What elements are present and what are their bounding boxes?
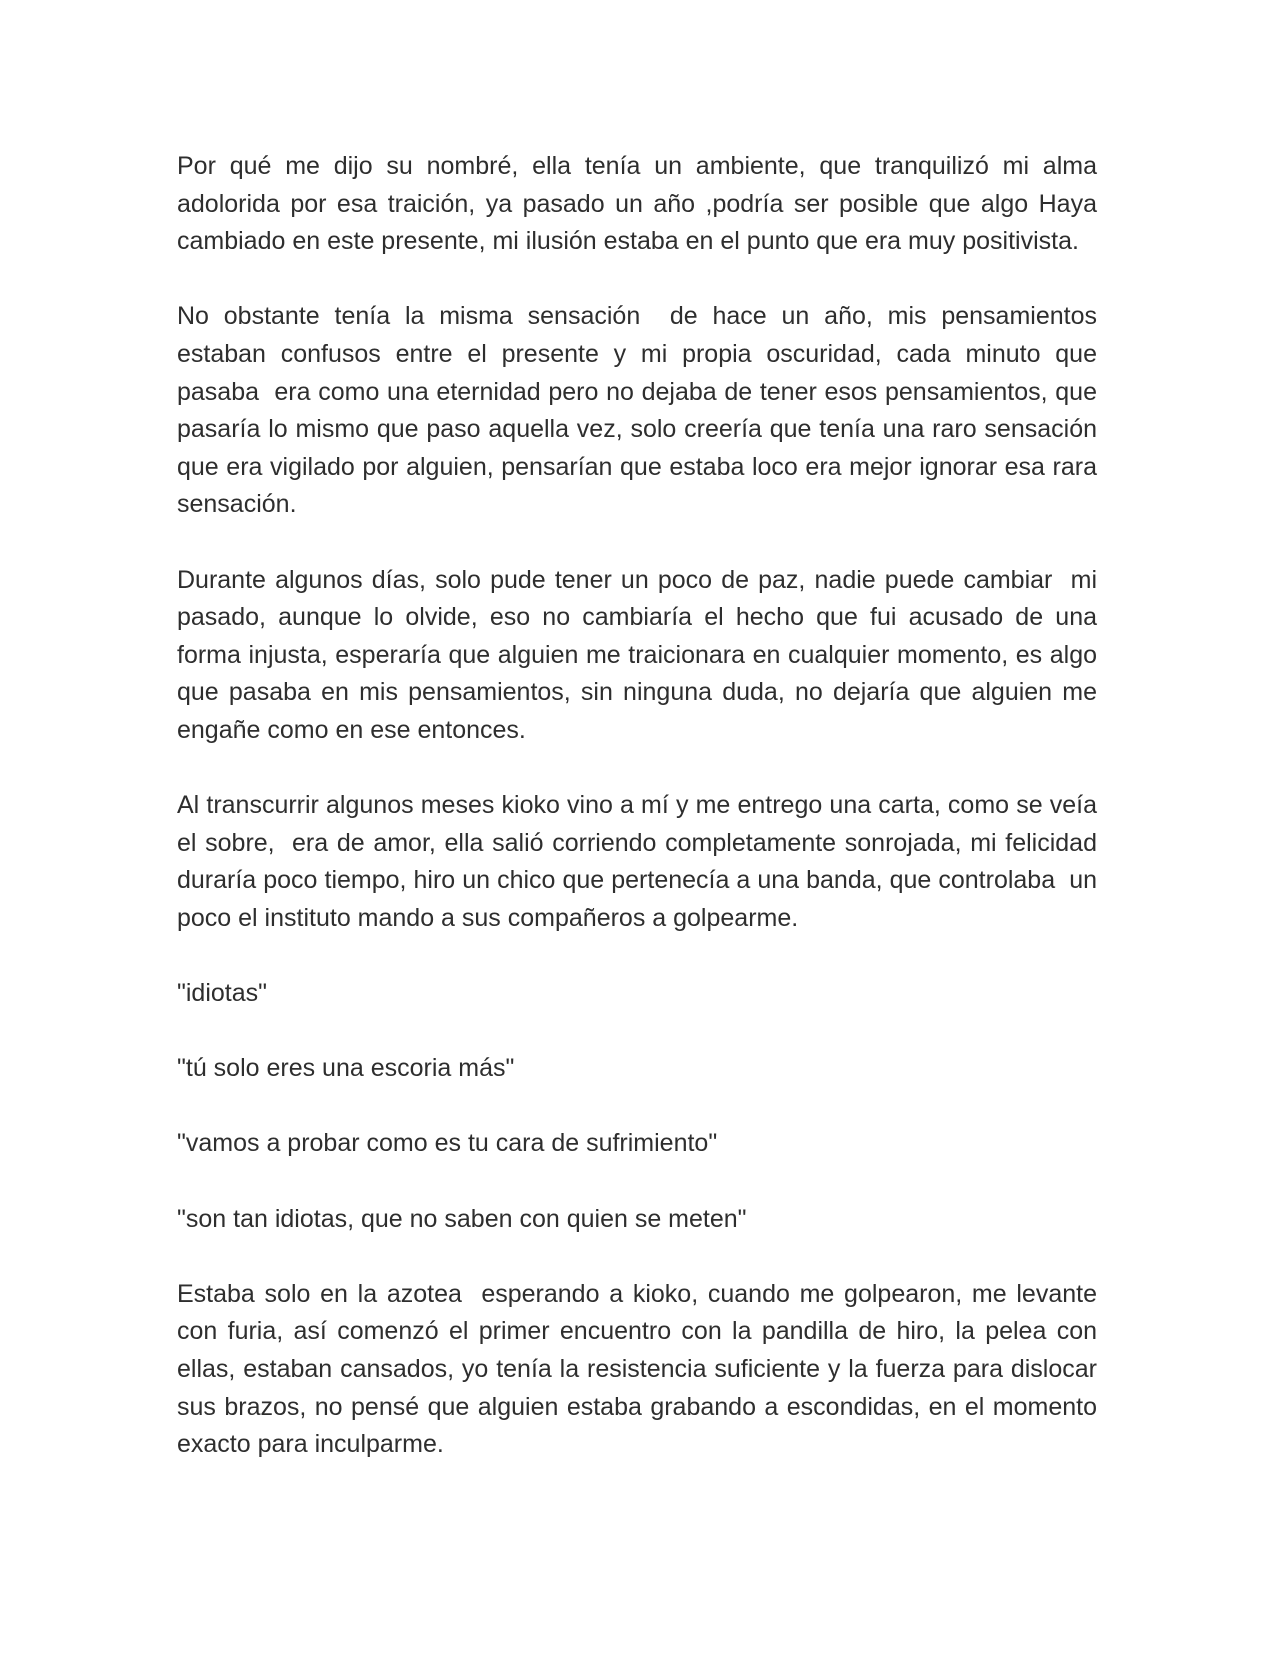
dialogue-line-2: "tú solo eres una escoria más" (177, 1054, 515, 1083)
paragraph-1: Por qué me dijo su nombré, ella tenía un ambiente, que tranquilizó mi alma adolorida por esa traición, ya pasado un año ,podría ser posible que algo Haya cambiado en este presente, mi ilusión estaba en el punto que era muy positivista. (177, 152, 1104, 256)
paragraph-2: No obstante tenía la misma sensación de hace un año, mis pensamientos estaban confusos entre el presente y mi propia oscuridad, cada minuto que pasaba era como una eternidad pero no dejaba de tener esos pensamientos, que pasaría lo mismo que paso aquella vez, solo creería que tenía una raro sensación que era vigilado por alguien, pensarían que estaba loco era mejor ignorar esa rara sensación. (177, 302, 1111, 519)
dialogue-line-3: "vamos a probar como es tu cara de sufrimiento" (177, 1129, 718, 1158)
dialogue-line-1: "idiotas" (177, 979, 268, 1008)
paragraph-5: Estaba solo en la azotea esperando a kioko, cuando me golpearon, me levante con furia, así comenzó el primer encuentro con la pandilla de hiro, la pelea con ellas, estaban cansados, yo tenía la resistencia suficiente y la fuerza para dislocar sus brazos, no pensé que alguien estaba grabando a escondidas, en el momento exacto para inculparme. (177, 1279, 1104, 1459)
dialogue-line-4: "son tan idiotas, que no saben con quien se meten" (177, 1204, 747, 1233)
paragraph-4: Al transcurrir algunos meses kioko vino a mí y me entrego una carta, como se veía el sobre, era de amor, ella salió corriendo completamente sonrojada, mi felicidad duraría poco tiempo, hiro un chico que pertenecía a una banda, que controlaba un poco el instituto mando a sus compañeros a golpearme. (177, 791, 1104, 932)
paragraph-3: Durante algunos días, solo pude tener un poco de paz, nadie puede cambiar mi pasado, aunque lo olvide, eso no cambiaría el hecho que fui acusado de una forma injusta, esperaría que alguien me traicionara en cualquier momento, es algo que pasaba en mis pensamientos, sin ninguna duda, no dejaría que alguien me engañe como en ese entonces. (177, 565, 1104, 744)
document-page (177, 148, 1111, 1464)
